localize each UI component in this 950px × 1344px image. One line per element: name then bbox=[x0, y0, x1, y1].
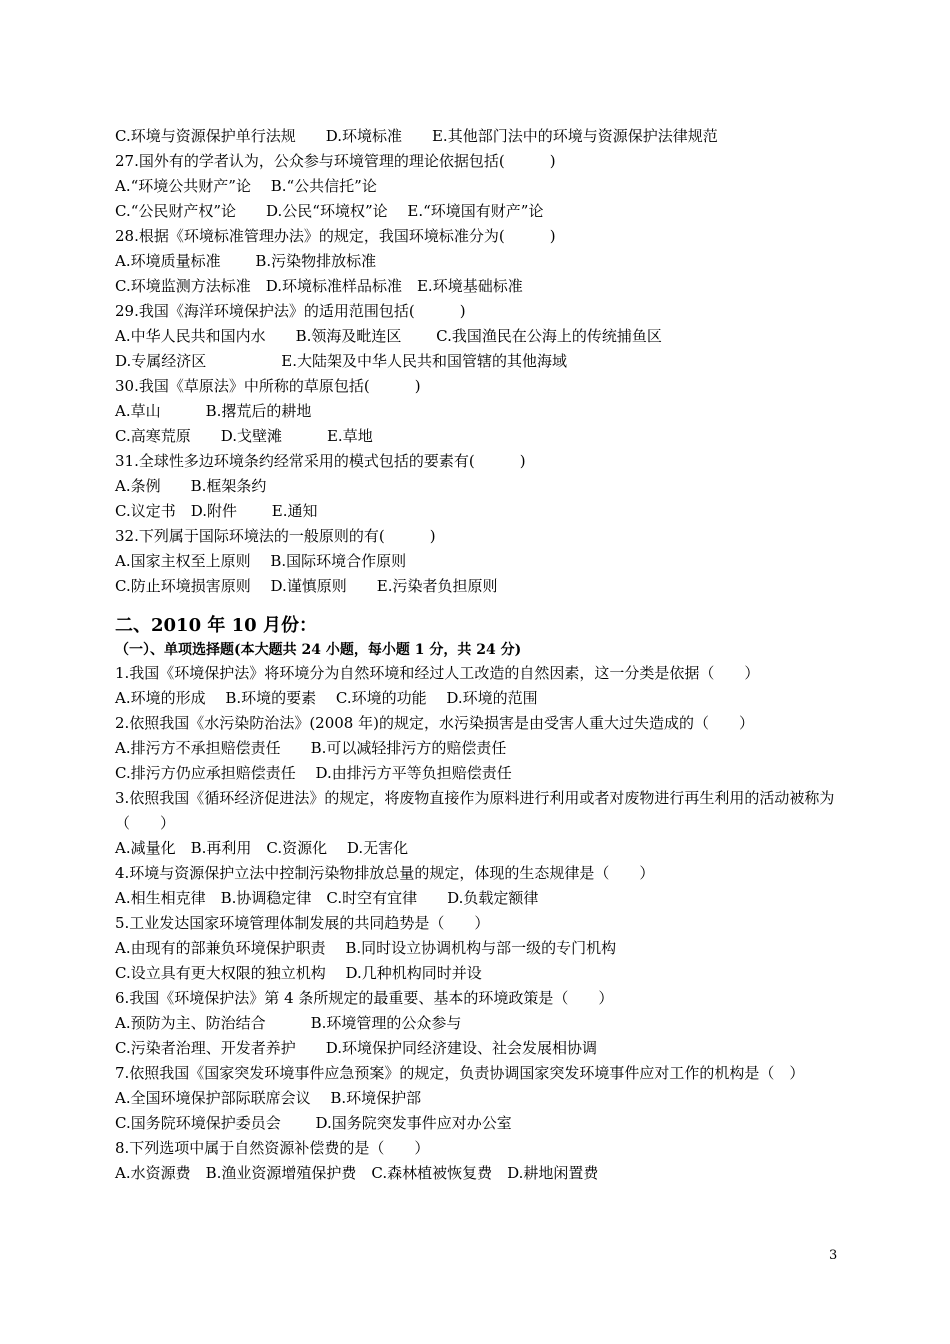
question-3: 3.依照我国《循环经济促进法》的规定，将废物直接作为原料进行利用或者对废物进行再生利用的活动被称为（ ） bbox=[115, 789, 835, 832]
options-line: C.排污方仍应承担赔偿责任 D.由排污方平等负担赔偿责任 bbox=[115, 764, 512, 782]
question-31: 31.全球性多边环境条约经常采用的模式包括的要素有( ) bbox=[115, 452, 526, 470]
sub-section-title: （一）、单项选择题(本大题共 24 小题，每小题 1 分，共 24 分) bbox=[115, 642, 522, 658]
options-line: A.由现有的部兼负环境保护职责 B.同时设立协调机构与部一级的专门机构 bbox=[115, 939, 617, 957]
options-line: D.专属经济区 E.大陆架及中华人民共和国管辖的其他海域 bbox=[115, 352, 567, 370]
document-body bbox=[115, 124, 845, 1186]
question-1: 1.我国《环境保护法》将环境分为自然环境和经过人工改造的自然因素，这一分类是依据（ ） bbox=[115, 664, 760, 682]
options-line: C.设立具有更大权限的独立机构 D.几种机构同时并设 bbox=[115, 964, 482, 982]
question-7: 7.依照我国《国家突发环境事件应急预案》的规定，负责协调国家突发环境事件应对工作的机构是（ ） bbox=[115, 1064, 805, 1082]
options-line: C.污染者治理、开发者养护 D.环境保护同经济建设、社会发展相协调 bbox=[115, 1039, 597, 1057]
question-29: 29.我国《海洋环境保护法》的适用范围包括( ) bbox=[115, 302, 466, 320]
question-30: 30.我国《草原法》中所称的草原包括( ) bbox=[115, 377, 421, 395]
options-line: A.水资源费 B.渔业资源增殖保护费 C.森林植被恢复费 D.耕地闲置费 bbox=[115, 1164, 599, 1182]
options-line: A.排污方不承担赔偿责任 B.可以减轻排污方的赔偿责任 bbox=[115, 739, 507, 757]
options-line: A.全国环境保护部际联席会议 B.环境保护部 bbox=[115, 1089, 422, 1107]
question-27: 27.国外有的学者认为，公众参与环境管理的理论依据包括( ) bbox=[115, 152, 556, 170]
options-line: A.国家主权至上原则 B.国际环境合作原则 bbox=[115, 552, 407, 570]
options-line: C.“公民财产权”论 D.公民“环境权”论 E.“环境国有财产”论 bbox=[115, 202, 544, 220]
questions-block-2010 bbox=[115, 661, 845, 1186]
options-line: C.议定书 D.附件 E.通知 bbox=[115, 502, 318, 520]
page-number: 3 bbox=[829, 1248, 838, 1263]
section-title: 二、2010 年 10 月份： bbox=[115, 615, 317, 636]
options-line: A.减量化 B.再利用 C.资源化 D.无害化 bbox=[115, 839, 409, 857]
options-line: A.环境质量标准 B.污染物排放标准 bbox=[115, 252, 377, 270]
options-line: C.环境监测方法标准 D.环境标准样品标准 E.环境基础标准 bbox=[115, 277, 523, 295]
options-line: C.防止环境损害原则 D.谨慎原则 E.污染者负担原则 bbox=[115, 577, 498, 595]
question-5: 5.工业发达国家环境管理体制发展的共同趋势是（ ） bbox=[115, 914, 490, 932]
options-line: A.环境的形成 B.环境的要素 C.环境的功能 D.环境的范围 bbox=[115, 689, 538, 707]
options-line: A.预防为主、防治结合 B.环境管理的公众参与 bbox=[115, 1014, 462, 1032]
question-32: 32.下列属于国际环境法的一般原则的有( ) bbox=[115, 527, 436, 545]
questions-block-2009 bbox=[115, 124, 845, 599]
question-8: 8.下列选项中属于自然资源补偿费的是（ ） bbox=[115, 1139, 430, 1157]
question-6: 6.我国《环境保护法》第 4 条所规定的最重要、基本的环境政策是（ ） bbox=[115, 989, 614, 1007]
options-line: A.草山 B.撂荒后的耕地 bbox=[115, 402, 312, 420]
text-line: C.环境与资源保护单行法规 D.环境标准 E.其他部门法中的环境与资源保护法律规范 bbox=[115, 127, 718, 145]
options-line: A.中华人民共和国内水 B.领海及毗连区 C.我国渔民在公海上的传统捕鱼区 bbox=[115, 327, 662, 345]
options-line: C.国务院环境保护委员会 D.国务院突发事件应对办公室 bbox=[115, 1114, 512, 1132]
options-line: A.条例 B.框架条约 bbox=[115, 477, 267, 495]
options-line: A.“环境公共财产”论 B.“公共信托”论 bbox=[115, 177, 377, 195]
question-2: 2.依照我国《水污染防治法》(2008 年)的规定，水污染损害是由受害人重大过失造成的（ ） bbox=[115, 714, 754, 732]
section-gap bbox=[115, 599, 845, 613]
question-28: 28.根据《环境标准管理办法》的规定，我国环境标准分为( ) bbox=[115, 227, 556, 245]
options-line: A.相生相克律 B.协调稳定律 C.时空有宜律 D.负载定额律 bbox=[115, 889, 539, 907]
options-line: C.高寒荒原 D.戈壁滩 E.草地 bbox=[115, 427, 373, 445]
question-4: 4.环境与资源保护立法中控制污染物排放总量的规定，体现的生态规律是（ ） bbox=[115, 864, 655, 882]
